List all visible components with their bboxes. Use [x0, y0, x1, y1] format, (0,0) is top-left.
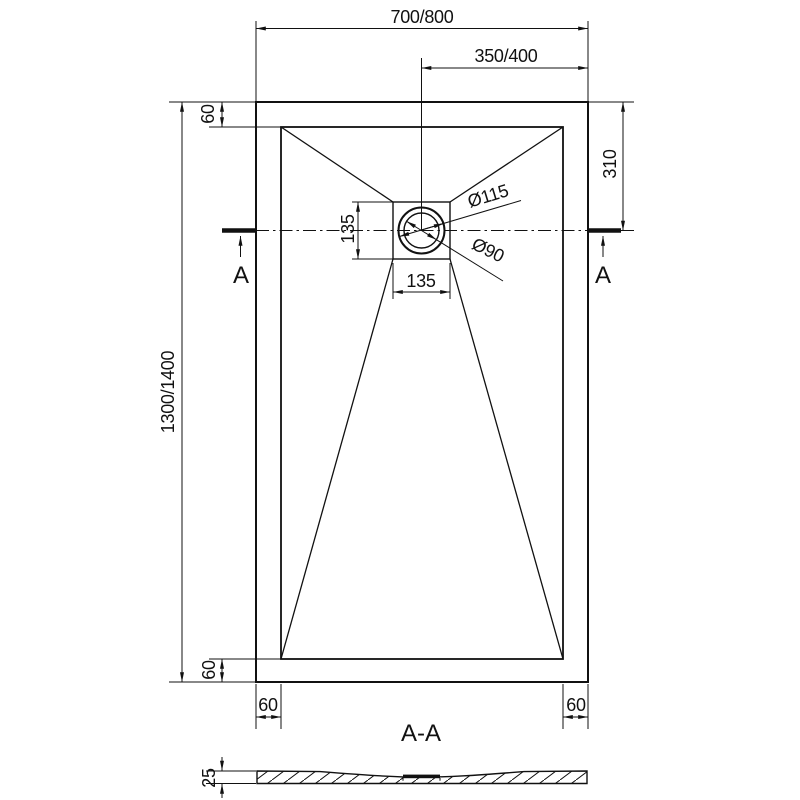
dim-drain-from-top-label: 310 [600, 149, 620, 179]
cut-label-right: A [594, 262, 612, 289]
dim-rim-top-label: 60 [198, 104, 218, 124]
dim-rim-bottom-right-label: 60 [566, 695, 586, 715]
dim-overall-length-label: 1300/1400 [158, 350, 178, 434]
dim-rim-bottom [199, 659, 281, 682]
dim-center-to-edge-label: 350/400 [474, 46, 538, 66]
dim-rim-bottom-right [563, 684, 588, 729]
dim-drain-height-label: 135 [338, 214, 358, 244]
dim-drain-width-label: 135 [406, 271, 436, 291]
dim-drain-width [393, 263, 450, 299]
section-drain-body [403, 775, 440, 779]
section-view [199, 720, 587, 798]
drain-inner-dia-label: Ø90 [468, 233, 508, 267]
dim-rim-top [198, 102, 281, 127]
cut-label-left: A [232, 262, 250, 289]
section-cut-left [222, 231, 256, 290]
dim-thickness-label: 25 [199, 768, 219, 788]
dim-rim-bottom-left-label: 60 [258, 695, 278, 715]
section-cut-right [588, 231, 634, 290]
dim-overall-width-label: 700/800 [390, 7, 454, 27]
dim-rim-bottom-left [256, 684, 281, 729]
plan-view [158, 7, 634, 729]
dim-center-to-edge [422, 46, 589, 68]
drain-outer-dia-label: Ø115 [465, 180, 511, 212]
dim-overall-length [158, 102, 256, 682]
dim-rim-bottom-label: 60 [199, 660, 219, 680]
dim-drain-from-top [588, 102, 634, 231]
section-title: A-A [400, 720, 442, 747]
dim-thickness [199, 757, 256, 798]
